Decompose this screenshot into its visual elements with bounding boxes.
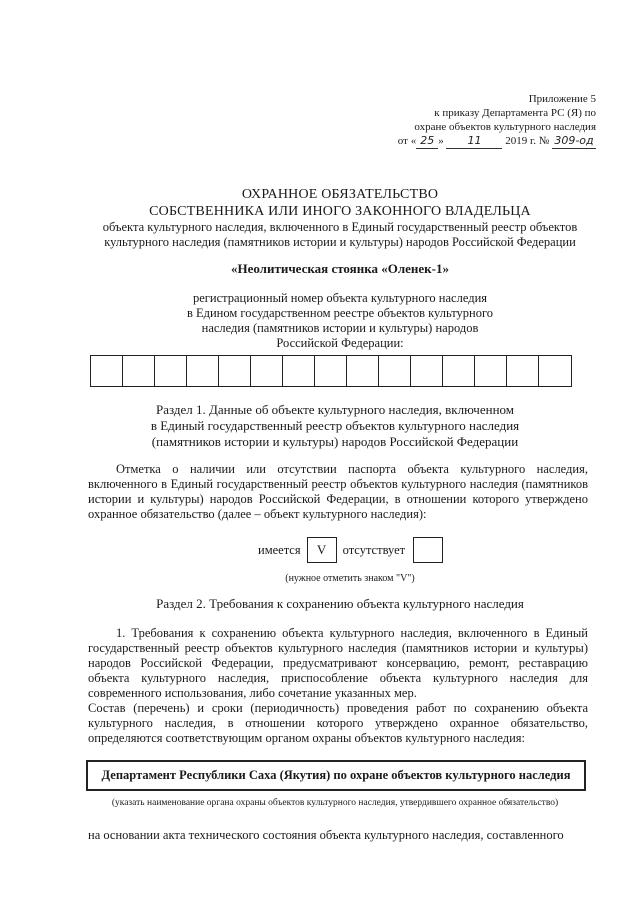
title-line1: ОХРАННОЕ ОБЯЗАТЕЛЬСТВО	[241, 187, 439, 202]
has-passport-checkbox[interactable]: V	[307, 537, 337, 563]
appendix-line2: к приказу Департамента РС (Я) по	[434, 107, 596, 119]
registration-cell[interactable]	[91, 356, 123, 386]
registration-cell[interactable]	[443, 356, 475, 386]
registration-cell[interactable]	[123, 356, 155, 386]
date-prefix: от «	[397, 135, 417, 147]
registration-cell[interactable]	[411, 356, 443, 386]
no-passport-checkbox[interactable]	[413, 537, 443, 563]
date-year: 2019 г. №	[505, 135, 550, 147]
section1-line3: (памятников истории и культуры) народов Российской Федерации	[151, 434, 519, 449]
registration-cell[interactable]	[315, 356, 347, 386]
department-note: (указать наименование органа охраны объектов культурного наследия, утвердившего охранное обязательство)	[111, 798, 559, 808]
registration-cell[interactable]	[379, 356, 411, 386]
registration-line2: в Едином государственном реестре объектов культурного	[186, 306, 494, 320]
section2-item2: Состав (перечень) и сроки (периодичность) проведения работ по сохранению объекта культурного наследия, в отношении которого утверждено охранное обязательство, определяются соответствующим органом охраны объектов культурного наследия:	[88, 701, 588, 745]
has-passport-label: имеется	[258, 542, 301, 557]
passport-checks	[258, 537, 449, 563]
section1-line1: Раздел 1. Данные об объекте культурного наследия, включенном	[155, 402, 515, 417]
registration-line4: Российской Федерации:	[276, 336, 404, 350]
order-number: 309-од	[552, 134, 596, 149]
technical-act-line: на основании акта технического состояния объекта культурного наследия, составленного	[88, 828, 564, 842]
registration-cell[interactable]	[155, 356, 187, 386]
section2-item1: 1. Требования к сохранению объекта культурного наследия, включенного в Единый государственный реестр объектов культурного наследия (памятников истории и культуры) народов Российской Федерации, предусматривают консервацию, ремонт, реставрацию объекта культурного наследия, приспособление объекта культурного наследия для современного использования, либо сочетание указанных мер.	[88, 626, 588, 700]
registration-cell[interactable]	[219, 356, 251, 386]
registration-line1: регистрационный номер объекта культурного наследия	[192, 291, 488, 305]
title-line2: СОБСТВЕННИКА ИЛИ ИНОГО ЗАКОННОГО ВЛАДЕЛЬЦА	[149, 204, 531, 219]
registration-cell[interactable]	[347, 356, 379, 386]
check-hint: (нужное отметить знаком "V")	[285, 573, 415, 584]
title-line4: культурного наследия (памятников истории и культуры) народов Российской Федерации	[104, 235, 576, 249]
section1-line2: в Единый государственный реестр объектов культурного наследия	[150, 418, 520, 433]
appendix-header	[360, 92, 596, 149]
registration-cell[interactable]	[187, 356, 219, 386]
registration-cell[interactable]	[507, 356, 539, 386]
date-day: 25	[416, 134, 438, 149]
registration-cell[interactable]	[283, 356, 315, 386]
department-name: Департамент Республики Саха (Якутия) по охране объектов культурного наследия	[101, 768, 571, 782]
registration-number-cells	[90, 355, 572, 387]
department-box	[86, 760, 586, 791]
date-month: 11	[446, 134, 502, 149]
section1-header	[110, 402, 560, 450]
appendix-line1: Приложение 5	[528, 93, 596, 105]
date-mid: »	[438, 135, 444, 147]
registration-cell[interactable]	[539, 356, 571, 386]
registration-cell[interactable]	[475, 356, 507, 386]
object-name: «Неолитическая стоянка «Оленек-1»	[230, 261, 450, 276]
section2-title: Раздел 2. Требования к сохранению объекта культурного наследия	[156, 596, 524, 611]
title-block	[70, 186, 610, 250]
registration-cell[interactable]	[251, 356, 283, 386]
title-line3: объекта культурного наследия, включенного в Единый государственный реестр объектов	[102, 220, 578, 234]
passport-text: Отметка о наличии или отсутствии паспорта объекта культурного наследия, включенного в Единый государственный реестр объектов культурного наследия (памятников истории и культуры) народов Российской Федерации, в отношении которого утверждено охранное обязательство (далее – объект культурного наследия):	[88, 462, 588, 521]
registration-block	[130, 291, 550, 351]
section2-body	[88, 626, 588, 746]
passport-paragraph	[88, 462, 588, 522]
appendix-line3: охране объектов культурного наследия	[414, 121, 596, 133]
appendix-date-line	[360, 134, 596, 149]
registration-line3: наследия (памятников истории и культуры) народов	[201, 321, 479, 335]
no-passport-label: отсутствует	[342, 542, 406, 557]
